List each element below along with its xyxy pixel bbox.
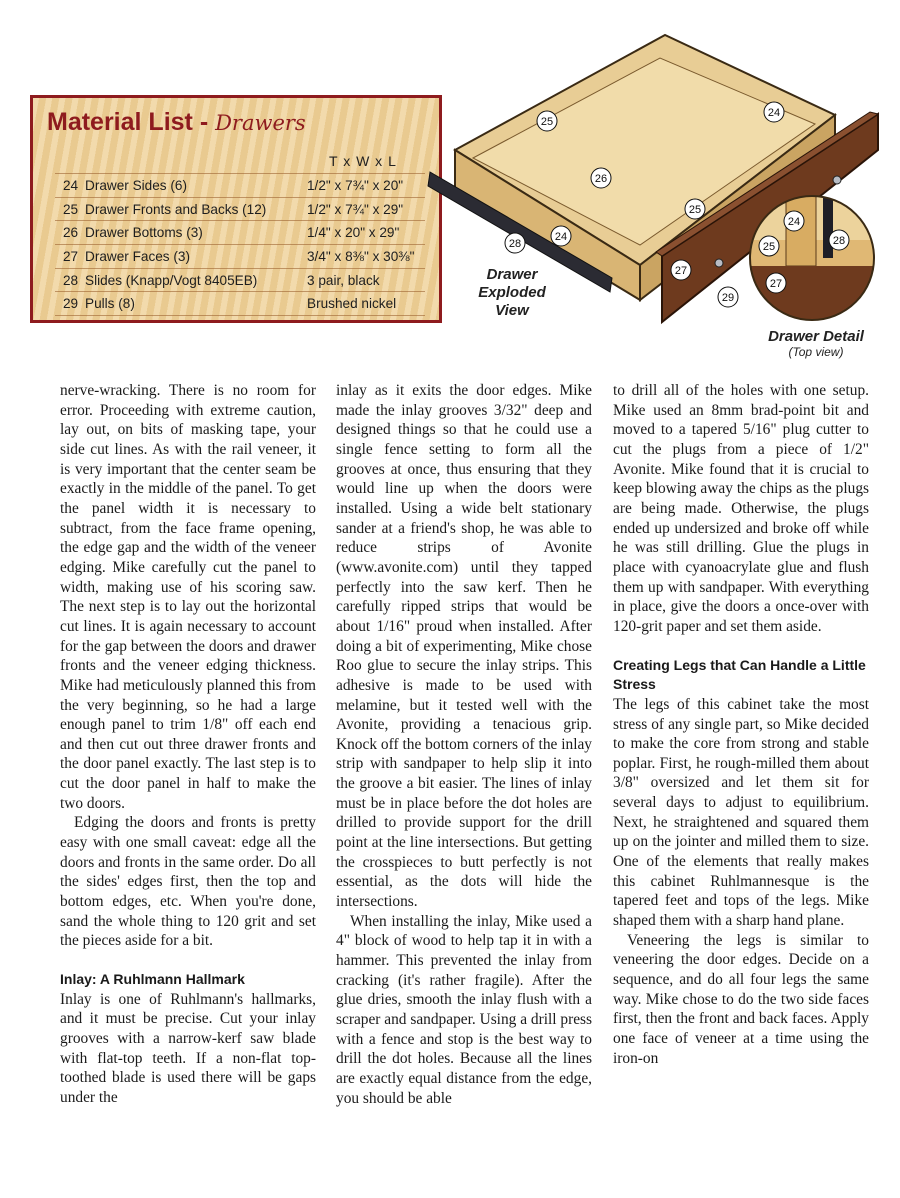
material-row: 29 Pulls (8) Brushed nickel — [55, 291, 425, 316]
article-column-1 — [60, 381, 316, 1108]
article-column-3 — [613, 381, 869, 1068]
callout-27: 27 — [769, 278, 783, 290]
material-row: 28 Slides (Knapp/Vogt 8405EB) 3 pair, black — [55, 268, 425, 292]
callout-24: 24 — [767, 107, 781, 119]
callout-29: 29 — [721, 292, 735, 304]
callout-28: 28 — [508, 238, 522, 250]
material-row: 27 Drawer Faces (3) 3/4" x 8⅜" x 30⅜" — [55, 244, 425, 268]
detail-caption: Drawer Detail — [768, 328, 864, 345]
callout-25: 25 — [540, 116, 554, 128]
material-list-panel — [30, 95, 442, 323]
material-list-subtitle: Drawers — [215, 111, 306, 135]
exploded-view-caption: Drawer Exploded View — [478, 266, 546, 319]
paragraph: The legs of this cabinet take the most stress of any single part, so Mike decided to make the core from strong and stable poplar. First, he rough-milled them about 3/8" oversized and let them sit for several days to adjust to equilibrium. Next, he straightened and squared them up on the jointer and milled them to size. One of the elements that really makes this cabinet Ruhlmannesque is the tapered feet and tops of the legs. Mike shaped them with a sharp hand plane. — [613, 695, 869, 930]
material-row: 26 Drawer Bottoms (3) 1/4" x 20" x 29" — [55, 220, 425, 244]
callout-24: 24 — [787, 216, 801, 228]
detail-subcaption: (Top view) — [788, 345, 844, 359]
material-list-title: Material List - Drawers — [47, 108, 306, 136]
material-row: 24 Drawer Sides (6) 1/2" x 7¾" x 20" — [55, 173, 425, 197]
paragraph: Edging the doors and fronts is pretty easy with one small caveat: edge all the doors and fronts in the same order. Do all the sides' edges first, then the top and bottom edges, etc. When you're done, sand the whole thing to 120 grit and set the pieces aside for a bit. — [60, 814, 316, 950]
callout-28: 28 — [832, 235, 846, 247]
callout-27: 27 — [674, 265, 688, 277]
paragraph: to drill all of the holes with one setup. Mike used an 8mm brad-point bit and moved to a tapered 5/16" plug cutter to cut the plugs from a piece of 1/2" Avonite. Mike found that it is crucial to keep blowing away the chips as the plugs are being made. Otherwise, the plugs ended up undersized and broke off while he was still drilling. Glue the plugs in place with cyanoacrylate glue and flush them up with sandpaper. With everything in place, give the doors a once-over with 120-grit paper and set them aside. — [613, 382, 869, 635]
pull-knob — [833, 176, 841, 184]
callout-24: 24 — [554, 231, 568, 243]
paragraph: Veneering the legs is similar to veneering the door edges. Decide on a sequence, and do all four legs the same way. Mike chose to do the two side faces first, then the front and back faces. Apply one face of veneer at a time using the iron-on — [613, 931, 869, 1067]
paragraph: inlay as it exits the door edges. Mike made the inlay grooves 3/32" deep and designed things so that he could use a single fence setting to form all the grooves at once, thus ensuring that they would line up when the doors were installed. Using a wide belt stationary sander at a friend's shop, he was able to reduce strips of Avonite (www.avonite.com) until they tapped perfectly into the saw kerf. Then he carefully ripped strips that would be about 1/16" proud when installed. After doing a bit of experimenting, Mike chose Roo glue to secure the inlay strips. This adhesive is made to be used with melamine, but it tested well with the Avonite, providing a tenacious grip. Knock off the bottom corners of the inlay strip with sandpaper to help slip it into the groove a bit easier. The lines of inlay must be in place before the dot holes are drilled to provide support for the drill point at the line intersections. But getting the crosspieces to butt perfectly is not essential, as the dots will hide the intersections. — [336, 382, 592, 911]
callout-25: 25 — [762, 241, 776, 253]
paragraph: nerve-wracking. There is no room for error. Proceeding with extreme caution, lay out, on bits of masking tape, your side cut lines. As with the rail veneer, it is very important that the center seam be exactly in the middle of the panel. To get the panel width it is necessary to subtract, from the face frame opening, the edge gap and the width of the veneer edging. Mike carefully cut the panel to width, making use of his scoring saw. The next step is to lay out the horizontal cut lines. It is again necessary to account for the gap between the doors and drawer fronts and the veneer edging thickness. Mike had meticulously planned this from the very beginning, so he had a large enough panel to trim 1/8" off each end and then cut out three drawer fronts and the door panel exactly. The last step is to cut the door panel in half to make the two doors. — [60, 382, 316, 812]
section-heading-legs: Creating Legs that Can Handle a Little Stress — [613, 656, 866, 693]
pull-knob — [715, 259, 723, 267]
paragraph: Inlay is one of Ruhlmann's hallmarks, and it must be precise. Cut your inlay grooves with a narrow-kerf saw blade with flat-top teeth. If a non-flat top-toothed blade is used there will be gaps under the — [60, 990, 316, 1106]
callout-25: 25 — [688, 204, 702, 216]
section-heading-inlay: Inlay: A Ruhlmann Hallmark — [60, 971, 245, 988]
callout-26: 26 — [594, 173, 608, 185]
material-row: 25 Drawer Fronts and Backs (12) 1/2" x 7¾" x 29" — [55, 197, 425, 221]
material-list-table — [55, 173, 425, 316]
article-column-2 — [336, 381, 592, 1108]
paragraph: When installing the inlay, Mike used a 4" block of wood to help tap it in with a hammer. This prevented the inlay from cracking (it's rather fragile). After the glue dries, smooth the inlay flush with a scraper and sandpaper. Using a drill press with a fence and stop is the best way to drill the dot holes. Because all the lines are exactly equal distance from the edge, you should be able — [336, 912, 593, 1107]
dimension-column-header: T x W x L — [329, 153, 397, 169]
